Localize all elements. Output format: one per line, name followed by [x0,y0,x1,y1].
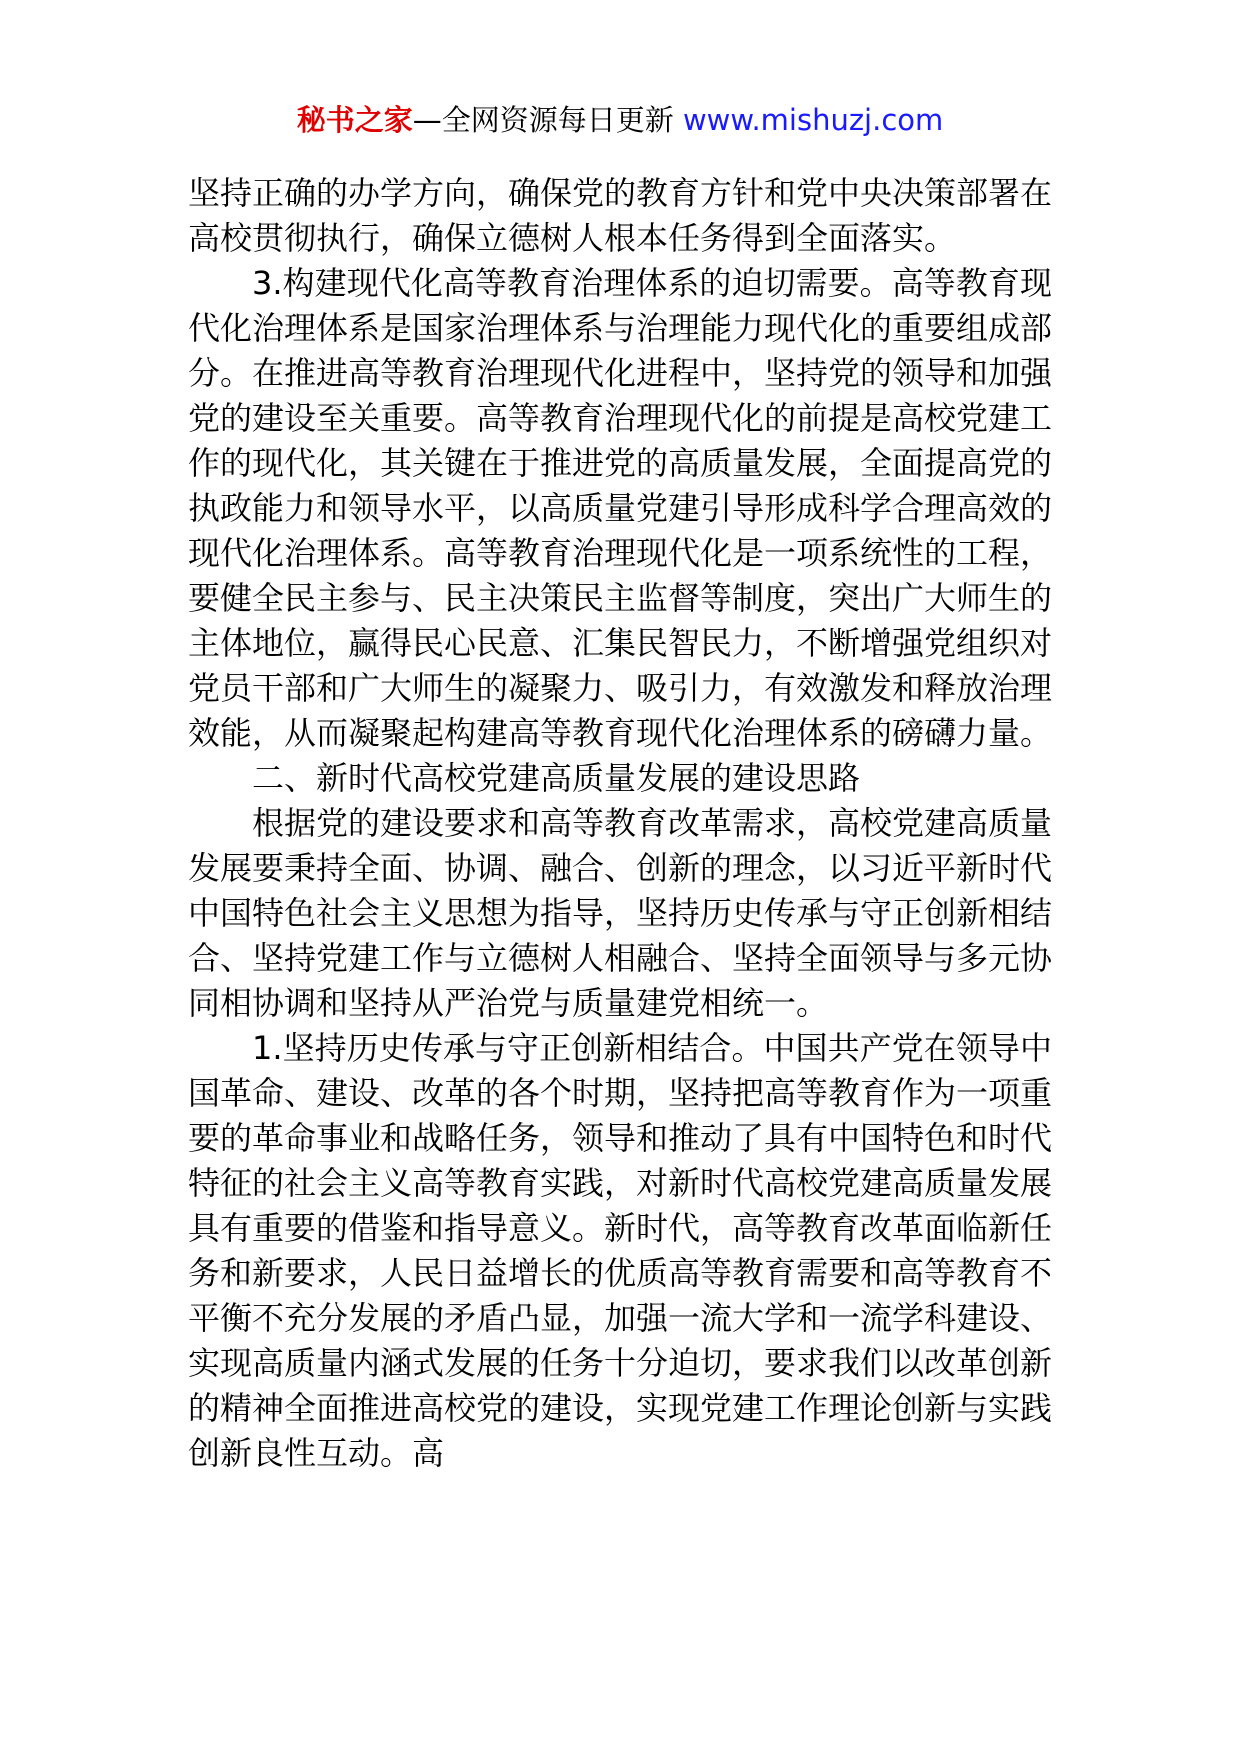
paragraph: 根据党的建设要求和高等教育改革需求，高校党建高质量发展要秉持全面、协调、融合、创新的理念，以习近平新时代中国特色社会主义思想为指导，坚持历史传承与守正创新相结合、坚持党建工作与立德树人相融合、坚持全面领导与多元协同相协调和坚持从严治党与质量建党相统一。 [188,804,1053,1022]
header-tagline: —全网资源每日更新 [412,103,683,137]
paragraph: 3.构建现代化高等教育治理体系的迫切需要。高等教育现代化治理体系是国家治理体系与治理能力现代化的重要组成部分。在推进高等教育治理现代化进程中，坚持党的领导和加强党的建设至关重要。高等教育治理现代化的前提是高校党建工作的现代化，其关键在于推进党的高质量发展，全面提高党的执政能力和领导水平，以高质量党建引导形成科学合理高效的现代化治理体系。高等教育治理现代化是一项系统性的工程，要健全民主参与、民主决策民主监督等制度，突出广大师生的主体地位，赢得民心民意、汇集民智民力，不断增强党组织对党员干部和广大师生的凝聚力、吸引力，有效激发和释放治理效能，从而凝聚起构建高等教育现代化治理体系的磅礴力量。 [188,264,1053,752]
section-heading: 二、新时代高校党建高质量发展的建设思路 [252,759,861,797]
header-brand: 秘书之家 [296,103,413,137]
document-body [188,171,1052,1476]
paragraph: 坚持正确的办学方向，确保党的教育方针和党中央决策部署在高校贯彻执行，确保立德树人根本任务得到全面落实。 [188,174,1053,257]
header-url-link[interactable]: www.mishuzj.com [682,103,944,137]
page-header [0,100,1240,140]
paragraph: 1.坚持历史传承与守正创新相结合。中国共产党在领导中国革命、建设、改革的各个时期，坚持把高等教育作为一项重要的革命事业和战略任务，领导和推动了具有中国特色和时代特征的社会主义高等教育实践，对新时代高校党建高质量发展具有重要的借鉴和指导意义。新时代，高等教育改革面临新任务和新要求，人民日益增长的优质高等教育需要和高等教育不平衡不充分发展的矛盾凸显，加强一流大学和一流学科建设、实现高质量内涵式发展的任务十分迫切，要求我们以改革创新的精神全面推进高校党的建设，实现党建工作理论创新与实践创新良性互动。高 [188,1029,1053,1472]
